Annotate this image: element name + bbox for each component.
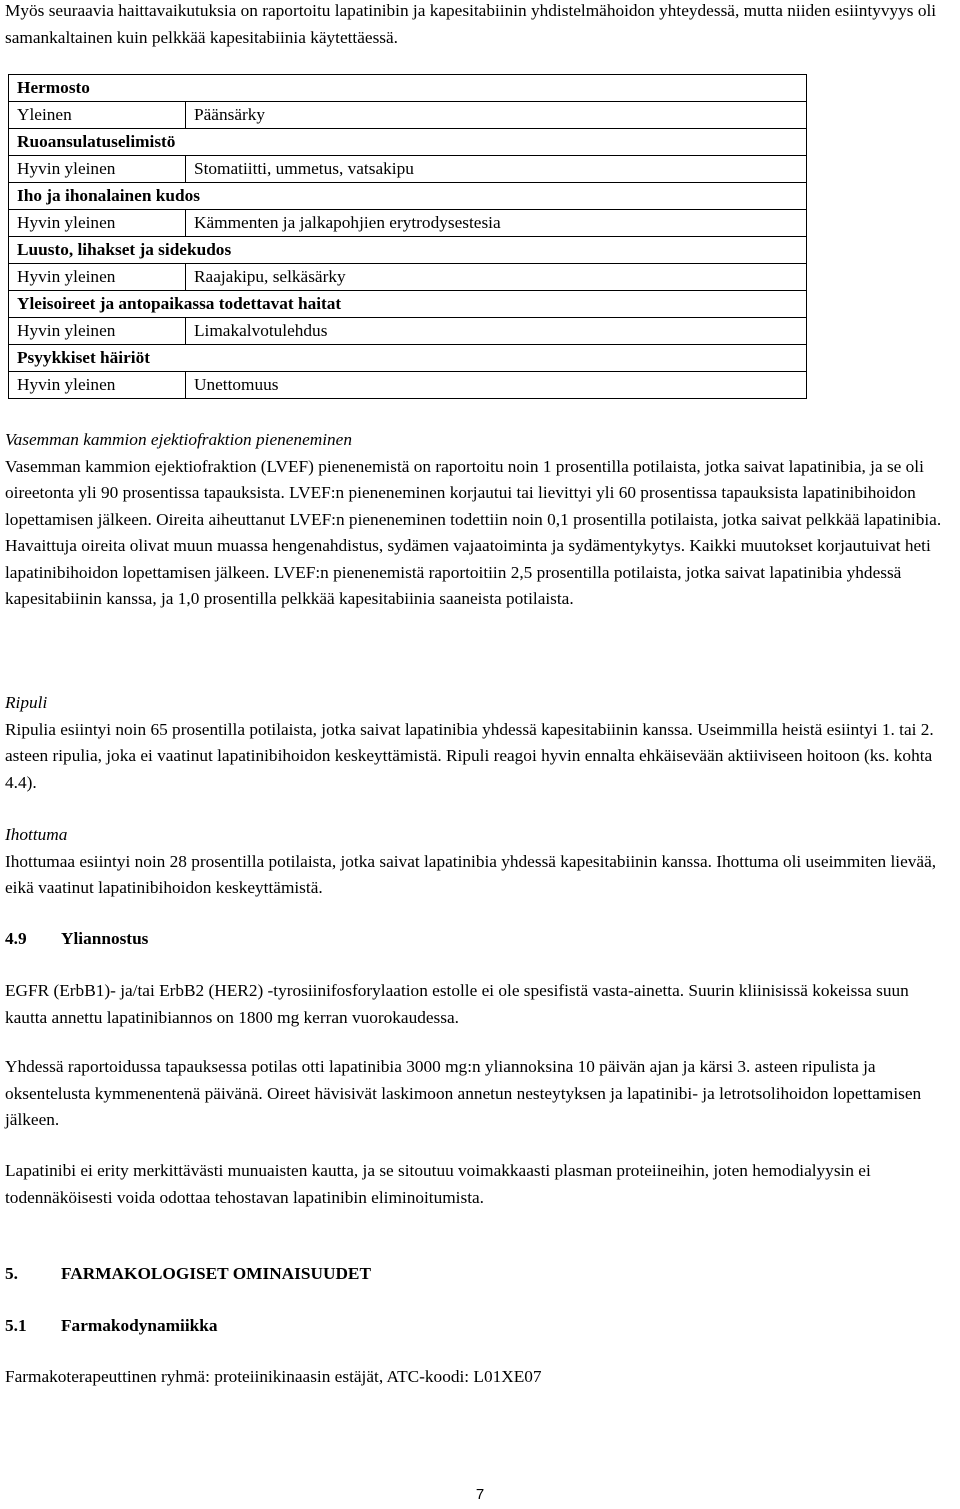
diarrhea-title: Ripuli — [5, 693, 48, 712]
overdose-paragraph-2: Yhdessä raportoidussa tapauksessa potilas otti lapatinibia 3000 mg:n yliannoksina 10 päivän ajan ja kärsi 3. asteen ripulista ja oksentelusta kymmenentenä päivänä. Oireet hävisivät laskimoon annetun nesteytyksen ja lapatinibi- ja letrotsolihoidon lopettamisen jälkeen. — [5, 1057, 922, 1129]
diarrhea-text: Ripulia esiintyi noin 65 prosentilla potilaista, jotka saivat lapatinibia yhdessä kapesitabiinin kanssa. Useimmilla heistä esiintyi 1. tai 2. asteen ripulia, joka ei vaatinut lapatinibihoidon keskeyttämistä. Ripuli reagoi hyvin ennalta ehkäisevään aktiiviseen hoitoon (ks. kohta 4.4). — [5, 719, 934, 792]
table-row — [9, 291, 807, 318]
overdose-paragraph-1: EGFR (ErbB1)- ja/tai ErbB2 (HER2) -tyrosiinifosforylaation estolle ei ole spesifistä vasta-ainetta. Suurin kliinisissä kokeissa suun kautta annettu lapatinibiannos on 1800 mg kerran vuorokaudessa. — [5, 981, 909, 1027]
table-row — [9, 210, 807, 237]
atc-line: Farmakoterapeuttinen ryhmä: proteiinikinaasin estäjät, ATC-koodi: L01XE07 — [5, 1367, 542, 1386]
frequency-cell: Hyvin yleinen — [9, 264, 186, 291]
rash-title: Ihottuma — [5, 825, 68, 844]
organ-system-cell: Luusto, lihakset ja sidekudos — [9, 237, 807, 264]
table-row — [9, 183, 807, 210]
table-row — [9, 237, 807, 264]
section-5-heading — [5, 1261, 955, 1288]
rash-text: Ihottumaa esiintyi noin 28 prosentilla potilaista, jotka saivat lapatinibia yhdessä kapesitabiinin kanssa. Ihottuma oli useimmiten lievää, eikä vaatinut lapatinibihoidon keskeyttämistä. — [5, 851, 937, 897]
effect-cell: Limakalvotulehdus — [186, 318, 807, 345]
page-number: 7 — [475, 1486, 485, 1503]
organ-system-cell: Ruoansulatuselimistö — [9, 129, 807, 156]
table-row — [9, 75, 807, 102]
organ-system-cell: Iho ja ihonalainen kudos — [9, 183, 807, 210]
rash-section — [5, 822, 955, 902]
effect-cell: Unettomuus — [186, 372, 807, 399]
diarrhea-section — [5, 690, 955, 796]
frequency-cell: Hyvin yleinen — [9, 210, 186, 237]
table-row — [9, 102, 807, 129]
lvef-text: Vasemman kammion ejektiofraktion (LVEF) pienenemistä on raportoitu noin 1 prosentilla potilaista, jotka saivat lapatinibia, ja se oli oireetonta yli 90 prosentissa tapauksista. LVEF:n pieneneminen korjautui tai lievittyi yli 60 prosentissa tapauksista lapatinibihoidon lopettamisen jälkeen. Oireita aiheuttanut LVEF:n pieneneminen todettiin noin 0,1 prosentilla potilaista, jotka saivat pelkkää lapatinibia. Havaittuja oireita olivat muun muassa hengenahdistus, sydämen vajaatoiminta ja sydämentykytys. Kaikki muutokset korjautuivat heti lapatinibihoidon lopettamisen jälkeen. LVEF:n pienenemistä raportoitiin 2,5 prosentilla potilaista, jotka saivat lapatinibia yhdessä kapesitabiinin kanssa, ja 1,0 prosentilla pelkkää kapesitabiinia saaneista potilaista. — [5, 456, 942, 608]
lvef-section — [5, 427, 955, 613]
section-number: 5. — [5, 1264, 18, 1283]
section-number: 5.1 — [5, 1316, 27, 1335]
section-title: FARMAKOLOGISET OMINAISUUDET — [61, 1264, 371, 1283]
section-number: 4.9 — [5, 929, 27, 948]
organ-system-cell: Psyykkiset häiriöt — [9, 345, 807, 372]
table-row — [9, 264, 807, 291]
organ-system-cell: Yleisoireet ja antopaikassa todettavat haitat — [9, 291, 807, 318]
table-row — [9, 372, 807, 399]
table-row — [9, 129, 807, 156]
lvef-title: Vasemman kammion ejektiofraktion pieneneminen — [5, 430, 352, 449]
effect-cell: Kämmenten ja jalkapohjien erytrodysestesia — [186, 210, 807, 237]
organ-system-cell: Hermosto — [9, 75, 807, 102]
effect-cell: Raajakipu, selkäsärky — [186, 264, 807, 291]
table-row — [9, 156, 807, 183]
adverse-effects-table — [8, 74, 807, 399]
table-row — [9, 345, 807, 372]
effect-cell: Päänsärky — [186, 102, 807, 129]
effect-cell: Stomatiitti, ummetus, vatsakipu — [186, 156, 807, 183]
section-title: Farmakodynamiikka — [61, 1316, 218, 1335]
section-5-1-heading — [5, 1313, 955, 1340]
section-4-9-heading — [5, 926, 955, 953]
frequency-cell: Hyvin yleinen — [9, 372, 186, 399]
intro-paragraph: Myös seuraavia haittavaikutuksia on raportoitu lapatinibin ja kapesitabiinin yhdistelmähoidon yhteydessä, mutta niiden esiintyvyys oli samankaltainen kuin pelkkää kapesitabiinia käytettäessä. — [5, 1, 937, 47]
frequency-cell: Yleinen — [9, 102, 186, 129]
overdose-paragraph-3: Lapatinibi ei erity merkittävästi munuaisten kautta, ja se sitoutuu voimakkaasti plasman proteiineihin, joten hemodialyysin ei todennäköisesti voida odottaa tehostavan lapatinibin eliminoitumista. — [5, 1161, 871, 1207]
section-title: Yliannostus — [61, 929, 149, 948]
table-row — [9, 318, 807, 345]
frequency-cell: Hyvin yleinen — [9, 318, 186, 345]
frequency-cell: Hyvin yleinen — [9, 156, 186, 183]
